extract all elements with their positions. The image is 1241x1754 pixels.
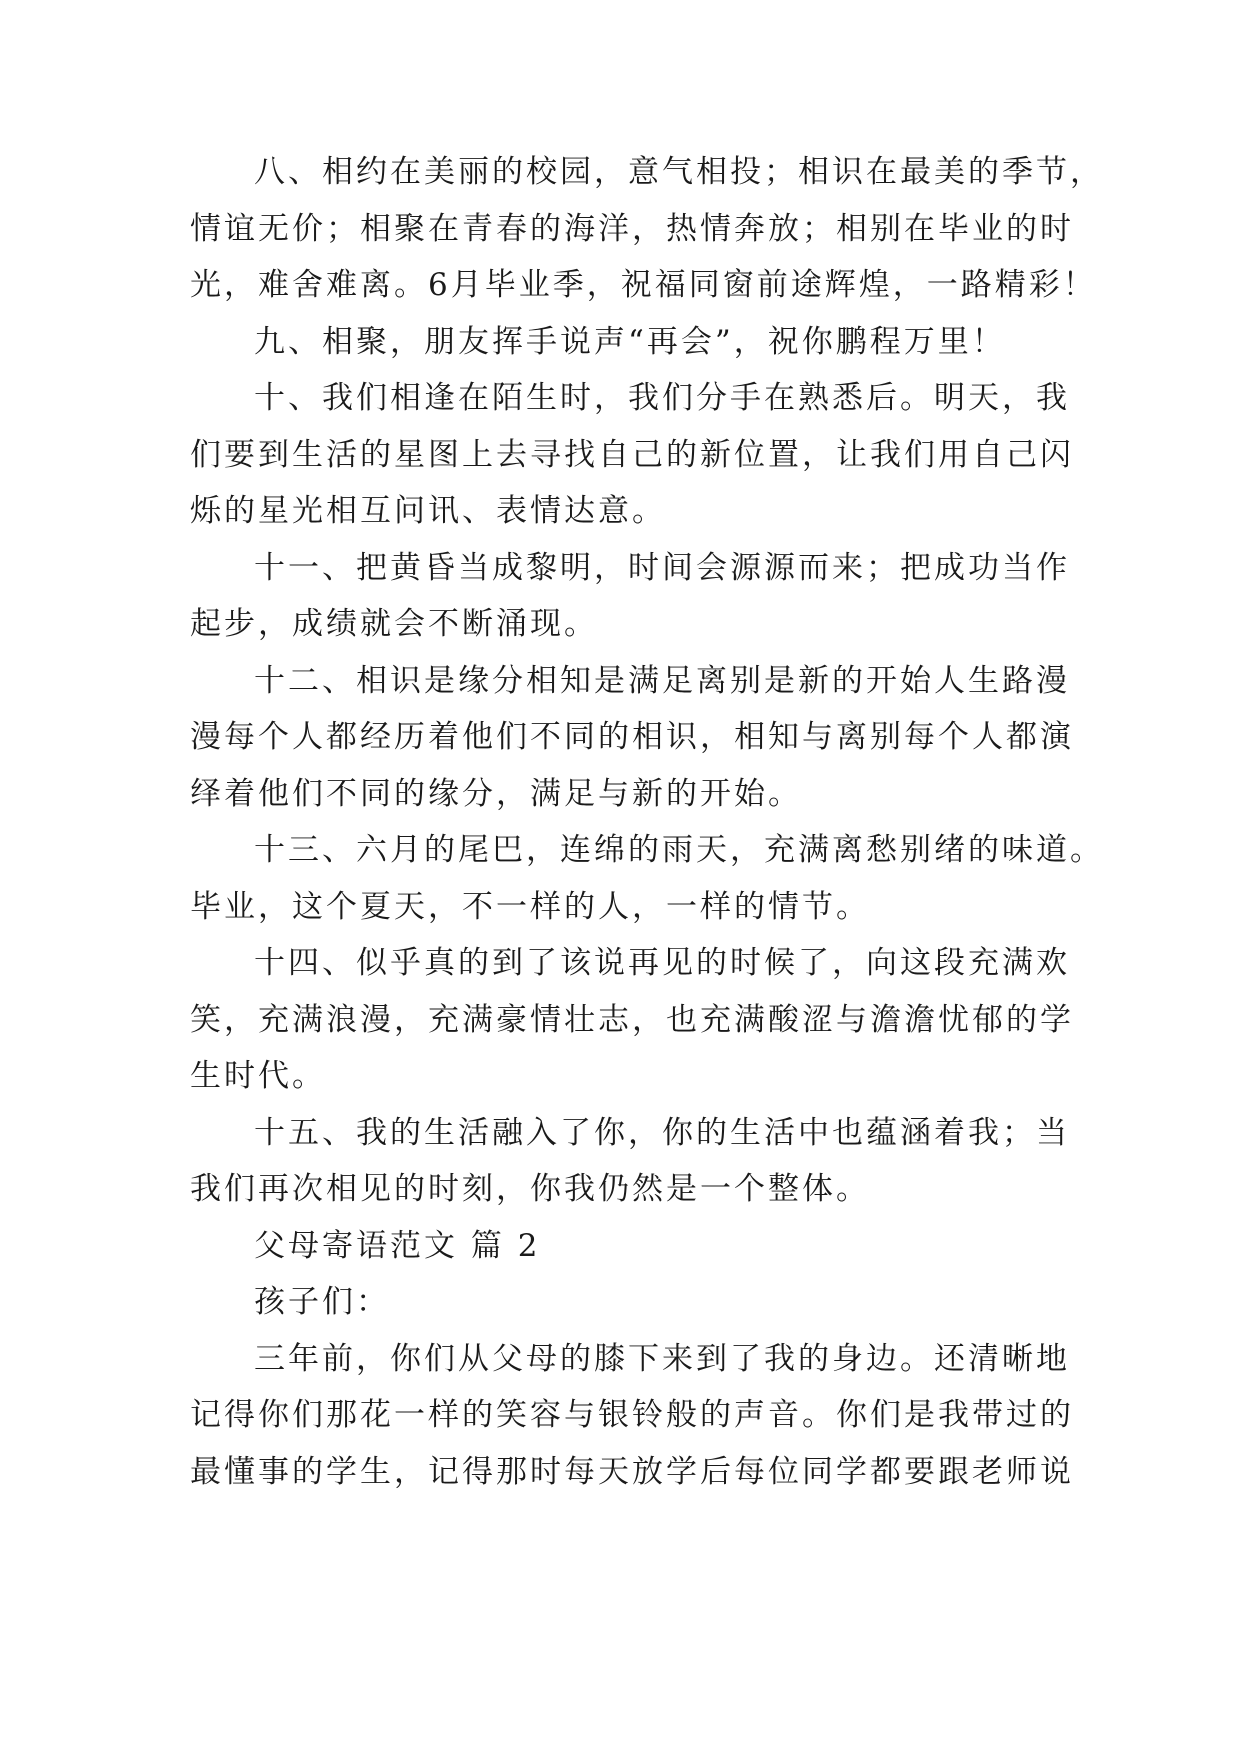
- paragraph-14-line-2: 笑，充满浪漫，充满豪情壮志，也充满酸涩与澹澹忧郁的学: [190, 1002, 1074, 1038]
- letter-paragraph-line-1: 三年前，你们从父母的膝下来到了我的身边。还清晰地: [254, 1341, 1070, 1377]
- letter-paragraph-line-3: 最懂事的学生，记得那时每天放学后每位同学都要跟老师说: [190, 1454, 1074, 1490]
- paragraph-11-line-2: 起步，成绩就会不断涌现。: [190, 606, 598, 642]
- paragraph-10-line-2: 们要到生活的星图上去寻找自己的新位置，让我们用自己闪: [190, 437, 1074, 473]
- paragraph-15-line-2: 我们再次相见的时刻，你我仍然是一个整体。: [190, 1171, 870, 1207]
- paragraph-10-line-1: 十、我们相逢在陌生时，我们分手在熟悉后。明天，我: [254, 380, 1070, 416]
- paragraph-8-line-1: 八、相约在美丽的校园，意气相投；相识在最美的季节，: [254, 154, 1104, 190]
- paragraph-15-line-1: 十五、我的生活融入了你，你的生活中也蕴涵着我；当: [254, 1115, 1070, 1151]
- paragraph-11-line-1: 十一、把黄昏当成黎明，时间会源源而来；把成功当作: [254, 550, 1070, 586]
- paragraph-12-line-3: 绎着他们不同的缘分，满足与新的开始。: [190, 776, 802, 812]
- paragraph-12-line-2: 漫每个人都经历着他们不同的相识，相知与离别每个人都演: [190, 719, 1074, 755]
- paragraph-12-line-1: 十二、相识是缘分相知是满足离别是新的开始人生路漫: [254, 663, 1070, 699]
- section-heading: 父母寄语范文 篇 2: [254, 1228, 541, 1264]
- paragraph-8-line-2: 情谊无价；相聚在青春的海洋，热情奔放；相别在毕业的时: [190, 211, 1074, 247]
- paragraph-8-line-3: 光，难舍难离。6月毕业季，祝福同窗前途辉煌，一路精彩！: [190, 267, 1097, 303]
- paragraph-14-line-1: 十四、似乎真的到了该说再见的时候了，向这段充满欢: [254, 945, 1070, 981]
- paragraph-10-line-3: 烁的星光相互问讯、表情达意。: [190, 493, 666, 529]
- paragraph-13-line-2: 毕业，这个夏天，不一样的人，一样的情节。: [190, 889, 870, 925]
- salutation: 孩子们：: [254, 1284, 390, 1320]
- letter-paragraph-line-2: 记得你们那花一样的笑容与银铃般的声音。你们是我带过的: [190, 1397, 1074, 1433]
- paragraph-9-line-1: 九、相聚，朋友挥手说声“再会”，祝你鹏程万里！: [254, 324, 1006, 360]
- paragraph-14-line-3: 生时代。: [190, 1058, 326, 1094]
- paragraph-13-line-1: 十三、六月的尾巴，连绵的雨天，充满离愁别绪的味道。: [254, 832, 1104, 868]
